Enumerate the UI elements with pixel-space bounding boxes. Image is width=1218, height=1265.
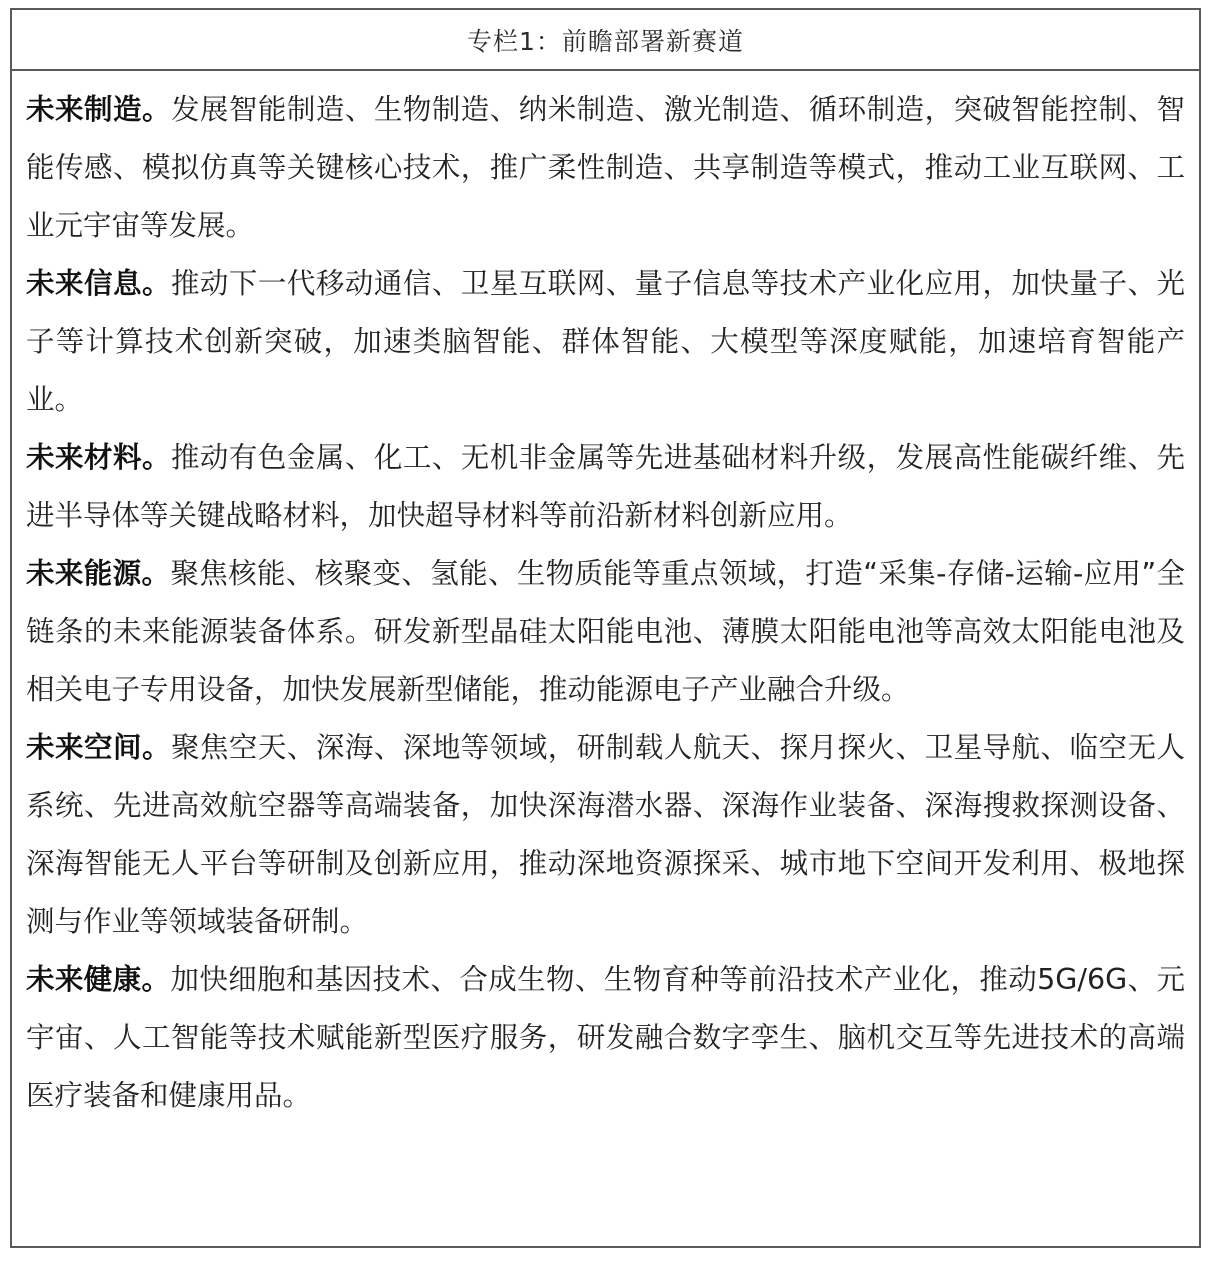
- column-title: 专栏1：前瞻部署新赛道: [12, 10, 1199, 71]
- section-text: 推动下一代移动通信、卫星互联网、量子信息等技术产业化应用，加快量子、光子等计算技术创新突破，加速类脑智能、群体智能、大模型等深度赋能，加速培育智能产业。: [26, 267, 1185, 416]
- section-title: 未来材料。: [26, 441, 171, 474]
- section-title: 未来制造。: [26, 93, 171, 126]
- section-future-health: [26, 951, 1185, 1125]
- section-future-information: [26, 255, 1185, 429]
- section-text: 发展智能制造、生物制造、纳米制造、激光制造、循环制造，突破智能控制、智能传感、模拟仿真等关键核心技术，推广柔性制造、共享制造等模式，推动工业互联网、工业元宇宙等发展。: [26, 93, 1185, 242]
- section-title: 未来信息。: [26, 267, 171, 300]
- column-box: [10, 8, 1201, 1248]
- section-text: 推动有色金属、化工、无机非金属等先进基础材料升级，发展高性能碳纤维、先进半导体等关键战略材料，加快超导材料等前沿新材料创新应用。: [26, 441, 1185, 532]
- section-text: 加快细胞和基因技术、合成生物、生物育种等前沿技术产业化，推动5G/6G、元宇宙、人工智能等技术赋能新型医疗服务，研发融合数字孪生、脑机交互等先进技术的高端医疗装备和健康用品。: [26, 963, 1185, 1112]
- section-future-materials: [26, 429, 1185, 545]
- section-future-manufacturing: [26, 81, 1185, 255]
- section-title: 未来能源。: [26, 557, 171, 590]
- section-future-space: [26, 719, 1185, 951]
- section-text: 聚焦空天、深海、深地等领域，研制载人航天、探月探火、卫星导航、临空无人系统、先进高效航空器等高端装备，加快深海潜水器、深海作业装备、深海搜救探测设备、深海智能无人平台等研制及创新应用，推动深地资源探采、城市地下空间开发利用、极地探测与作业等领域装备研制。: [26, 731, 1185, 938]
- section-title: 未来健康。: [26, 963, 171, 996]
- section-title: 未来空间。: [26, 731, 171, 764]
- column-body: [12, 71, 1199, 1125]
- section-future-energy: [26, 545, 1185, 719]
- section-text: 聚焦核能、核聚变、氢能、生物质能等重点领域，打造“采集-存储-运输-应用”全链条的未来能源装备体系。研发新型晶硅太阳能电池、薄膜太阳能电池等高效太阳能电池及相关电子专用设备，加快发展新型储能，推动能源电子产业融合升级。: [26, 557, 1185, 706]
